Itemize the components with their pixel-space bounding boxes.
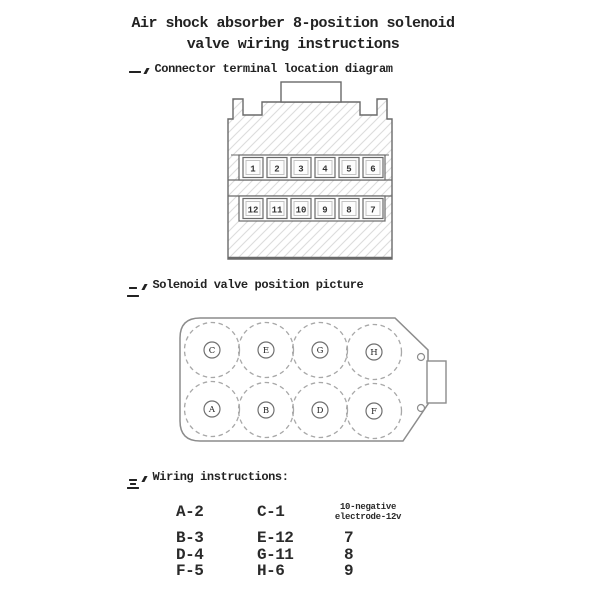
numeral-bar	[129, 287, 137, 289]
wiring-terminal-8: 8	[344, 546, 354, 564]
solenoid-g-label: G	[316, 346, 324, 356]
terminal-10-label: 10	[295, 205, 307, 216]
screw-hole-bottom	[418, 405, 425, 412]
terminal-8-label: 8	[346, 205, 352, 216]
title-line-2: valve wiring instructions	[186, 36, 400, 53]
section-heading-valve	[127, 278, 363, 297]
valve-body-outline	[180, 318, 428, 441]
section-heading-connector	[129, 62, 393, 77]
solenoid-e-label: E	[262, 346, 270, 356]
solenoid-valve-diagram	[175, 312, 450, 447]
terminal-7-label: 7	[370, 205, 376, 216]
wiring-pair-f5: F-5	[176, 562, 204, 580]
numeral-bar	[130, 483, 136, 485]
document-title	[0, 13, 586, 55]
cjk-enumeration-comma	[143, 68, 149, 74]
terminal-6-label: 6	[370, 164, 376, 175]
terminal-12-label: 12	[247, 205, 259, 216]
terminal-3-label: 3	[298, 164, 304, 175]
wiring-terminal-9: 9	[344, 562, 354, 580]
solenoid-c-label: C	[208, 346, 216, 356]
solenoid-f-label: F	[371, 407, 377, 417]
connector-terminal-diagram	[220, 78, 400, 264]
section-heading-wiring	[127, 470, 289, 489]
numeral-bar	[129, 479, 137, 481]
screw-hole-top	[418, 354, 425, 361]
cjk-numeral-one	[129, 67, 141, 77]
numeral-bar	[129, 71, 141, 73]
wiring-pair-c1: C-1	[257, 503, 285, 521]
numeral-bar	[127, 295, 139, 297]
numeral-bar	[127, 487, 139, 489]
connector-top-tab	[281, 82, 341, 102]
terminal-9-label: 9	[322, 205, 328, 216]
wiring-pair-a2: A-2	[176, 503, 204, 521]
wiring-pair-d4: D-4	[176, 546, 204, 564]
wiring-pair-h6: H-6	[257, 562, 285, 580]
note-line-2: electrode-12v	[334, 512, 402, 522]
solenoid-d-label: D	[316, 406, 324, 416]
wiring-pair-b3: B-3	[176, 529, 204, 547]
section-one-label: Connector terminal location diagram	[154, 62, 393, 76]
solenoid-b-label: B	[262, 406, 270, 416]
terminal-11-label: 11	[271, 205, 283, 216]
wiring-pair-g11: G-11	[257, 546, 294, 564]
wiring-pair-e12: E-12	[257, 529, 294, 547]
section-two-label: Solenoid valve position picture	[152, 278, 364, 292]
terminal-5-label: 5	[346, 164, 352, 175]
wiring-negative-electrode-note	[327, 502, 409, 522]
section-three-label: Wiring instructions:	[152, 470, 289, 484]
cjk-numeral-three	[127, 479, 139, 489]
solenoid-a-label: A	[208, 405, 216, 415]
title-line-1: Air shock absorber 8-position solenoid	[131, 15, 455, 32]
wiring-terminal-7: 7	[344, 529, 354, 547]
terminal-2-label: 2	[274, 164, 280, 175]
solenoid-h-label: H	[370, 348, 378, 358]
note-line-1: 10-negative	[339, 502, 397, 512]
valve-connector-tab	[427, 361, 446, 403]
cjk-numeral-two	[127, 287, 139, 297]
cjk-enumeration-comma	[141, 284, 147, 290]
terminal-1-label: 1	[250, 164, 256, 175]
cjk-enumeration-comma	[141, 476, 147, 482]
terminal-4-label: 4	[322, 164, 328, 175]
